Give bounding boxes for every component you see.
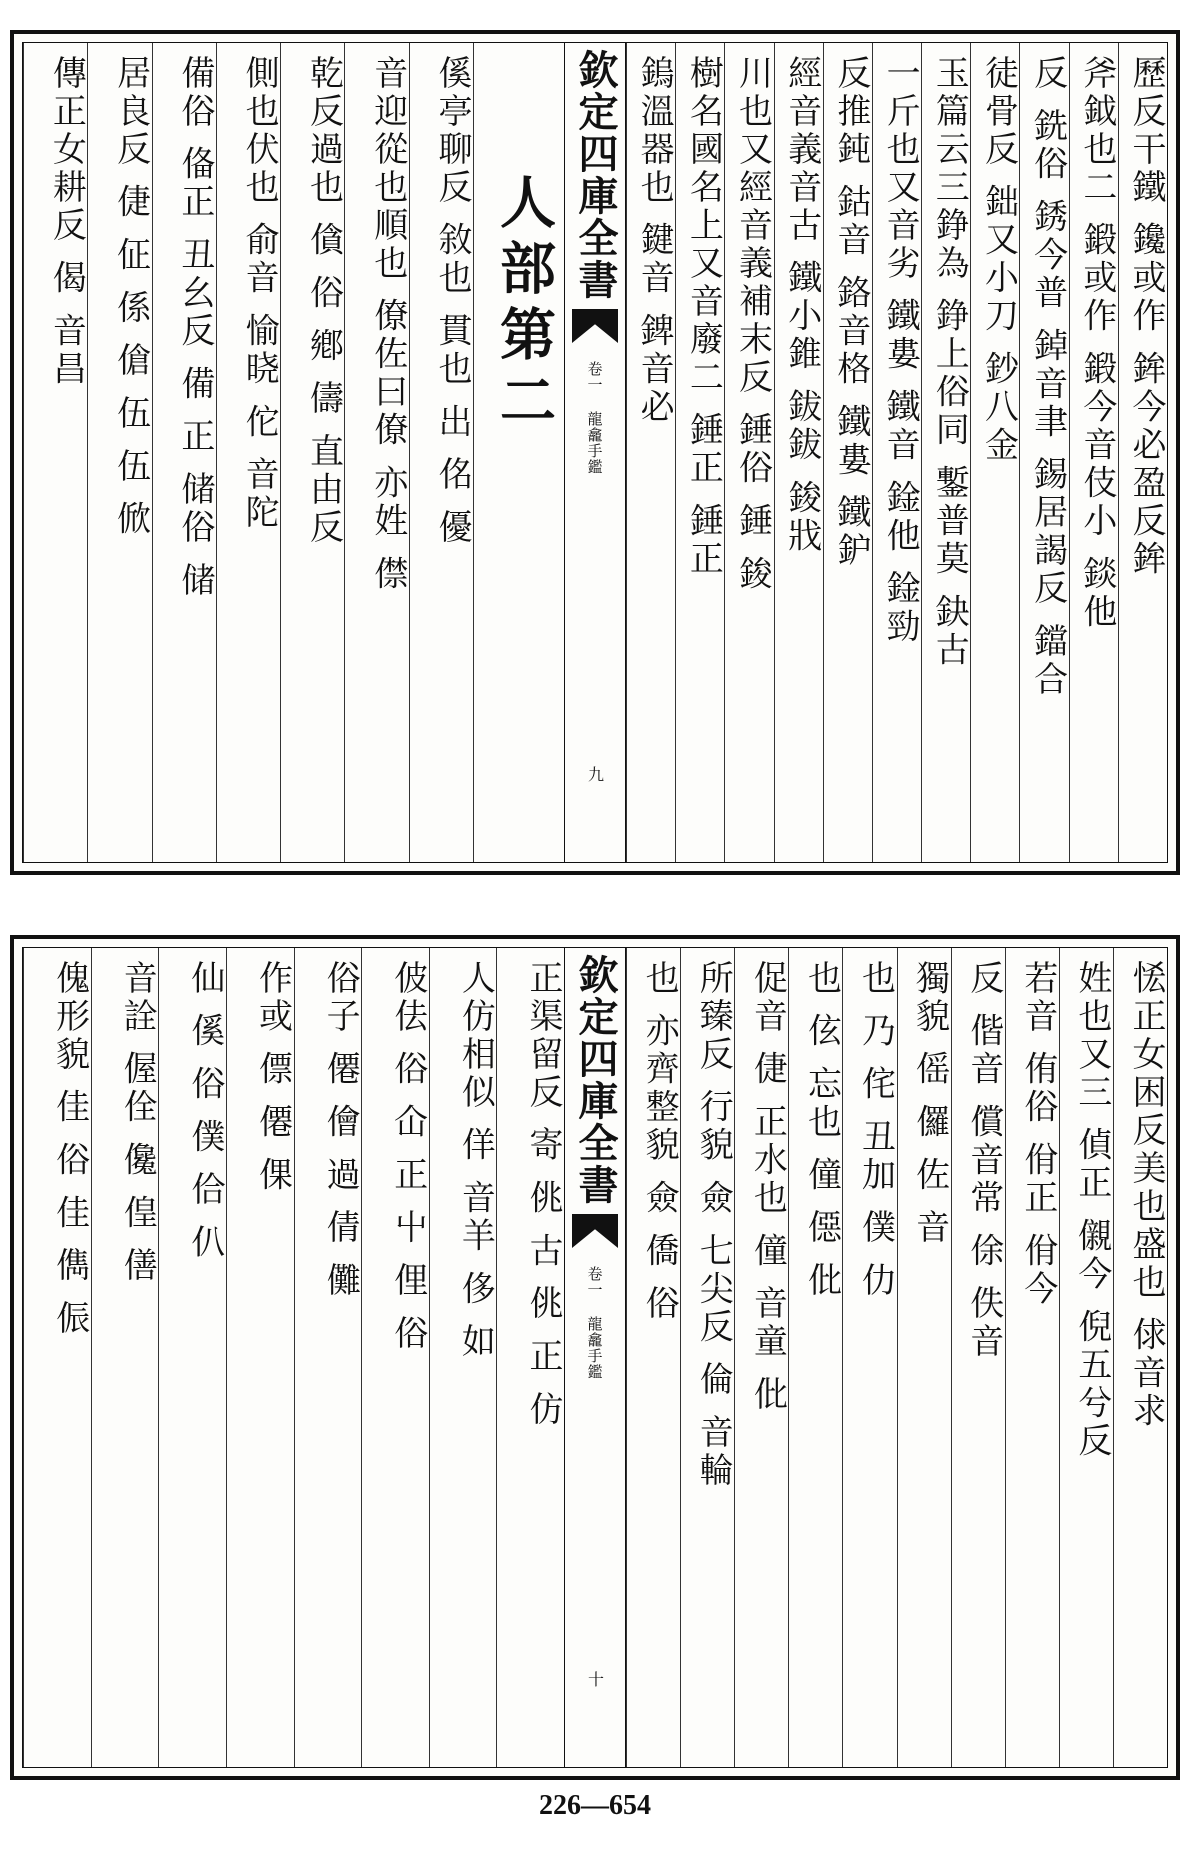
upper-centerfold — [564, 43, 626, 862]
leaf-number: 九 — [585, 766, 605, 782]
text-column: 乾反過也 僋 俗 鄕 儔 直由反 — [280, 43, 344, 862]
volume-label: 卷一 — [585, 361, 604, 393]
upper-page — [10, 30, 1180, 875]
text-column: 川也又經音義補末反 錘俗 錘 鋑 — [724, 43, 773, 862]
page-number: 226—654 — [539, 1790, 651, 1821]
text-column: 姓也又三 偵正 儭今 倪五兮反 — [1059, 948, 1113, 1767]
text-column: 樹名國名上又音廢二 錘正 錘正 — [675, 43, 724, 862]
text-column: 音詮 偓佺 儳 偟 僐 — [91, 948, 159, 1767]
text-column: 傳正女耕反 偈 音昌 — [23, 43, 87, 862]
leaf-number: 十 — [585, 1671, 605, 1687]
lower-page — [10, 935, 1180, 1780]
text-column: 側也伏也 俞音 愉晓 佗 音陀 — [216, 43, 280, 862]
lower-frame — [22, 947, 1168, 1768]
text-column: 歷反干鐵 鑱或作 鉾今必盈反鉾 — [1118, 43, 1167, 862]
text-column: 獨貌 傜 儸 佐 音 — [897, 948, 951, 1767]
book-title: 龍龕手鑑 — [585, 411, 604, 475]
text-column: 仙 傒 俗 僕 佮 仈 — [158, 948, 226, 1767]
text-column: 傒亭聊反 敘也 貫也 出 佲 優 — [409, 43, 473, 862]
text-column: 正渠留反 寄 佻 古 佻 正 仿 — [496, 948, 564, 1767]
text-column: 玉篇云三錚為 錚上俗同 鏨普莫 鈌古 — [921, 43, 970, 862]
text-column: 反 偕音 償音常 俆 佚音 — [951, 948, 1005, 1767]
upper-right-half — [626, 43, 1167, 862]
text-column: 人仿相似 佯 音羊 侈 如 — [429, 948, 497, 1767]
text-column: 反推鈍 鈷音 鉻音格 鐵婁 鐵鈩 — [823, 43, 872, 862]
fishtail-mark-icon — [572, 309, 618, 343]
text-column: 也 伭 忘也 僮 僫 仳 — [788, 948, 842, 1767]
text-column: 居良反 倢 佂 係 傖 伍 伍 俽 — [87, 43, 151, 862]
text-column: 促音 倢 正水也 僮 音童 仳 — [734, 948, 788, 1767]
fishtail-mark-icon — [572, 1214, 618, 1248]
upper-left-half — [23, 43, 564, 862]
collection-title: 欽定四庫全書 — [572, 49, 619, 301]
lower-left-half — [23, 948, 564, 1767]
book-title: 龍龕手鑑 — [585, 1316, 604, 1380]
text-column: 恡正女困反美也盛也 俅音求 — [1113, 948, 1167, 1767]
text-column: 斧鉞也二 鍛或作 鍛今音伎小 錟他 — [1069, 43, 1118, 862]
text-column: 也 亦齊整貌 僉 僑 俗 — [626, 948, 680, 1767]
text-column: 經音義音古 鐵小錐 鈸鈸 鋑戕 — [774, 43, 823, 862]
text-column: 俗子 僊 儈 過 倩 儺 — [294, 948, 362, 1767]
upper-frame — [22, 42, 1168, 863]
collection-title: 欽定四庫全書 — [572, 954, 619, 1206]
volume-label: 卷一 — [585, 1266, 604, 1298]
text-column: 若音 侑俗 佾正 佾今 — [1005, 948, 1059, 1767]
text-column: 音迎從也順也 僚佐曰僚 亦姓 僸 — [344, 43, 408, 862]
text-column: 鎢溫器也 鍵音 錍音必 — [626, 43, 675, 862]
text-column: 佊佉 俗 仚 正 屮 俚 俗 — [361, 948, 429, 1767]
text-column: 所臻反 行貌 僉 七尖反 倫 音輪 — [680, 948, 734, 1767]
text-column: 備俗 俻正 丑幺反 備 正 储俗 储 — [152, 43, 216, 862]
text-column: 作或 僄 僊 倮 — [226, 948, 294, 1767]
lower-right-half — [626, 948, 1167, 1767]
lower-centerfold — [564, 948, 626, 1767]
text-column: 反 銑俗 銹今普 鋽音聿 錫居謁反 鐺合 — [1019, 43, 1068, 862]
text-column: 傀形貌 佳 俗 佳 儁 侲 — [23, 948, 91, 1767]
text-column: 也 乃 侘 丑加 僕 仂 — [842, 948, 896, 1767]
chapter-heading: 人部第二 — [473, 43, 564, 862]
text-column: 徒骨反 鈯又小刀 鈔八金 — [970, 43, 1019, 862]
text-column: 一斤也又音劣 鐵婁 鐵音 鍂他 鍂勁 — [872, 43, 921, 862]
